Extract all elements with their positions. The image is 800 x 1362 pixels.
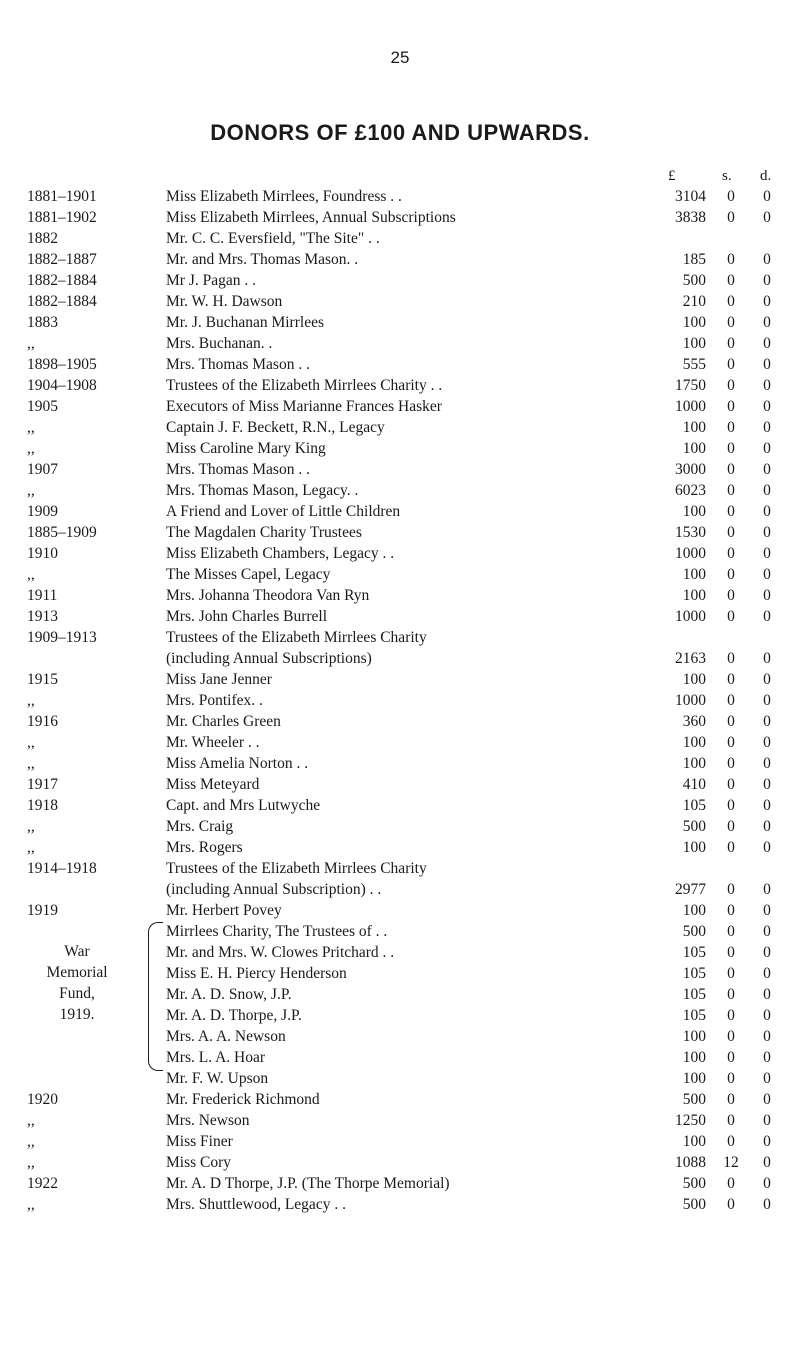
amount-pence: 0 bbox=[763, 503, 771, 520]
amount-pence: 0 bbox=[763, 377, 771, 394]
donor-row bbox=[0, 585, 800, 606]
donor-row bbox=[0, 291, 800, 312]
donor-row bbox=[0, 501, 800, 522]
memorial-brace bbox=[148, 922, 163, 1071]
donor-name: A Friend and Lover of Little Children bbox=[166, 503, 401, 520]
donation-date: 1916 bbox=[27, 713, 58, 730]
donor-row bbox=[0, 333, 800, 354]
amount-pounds: 105 bbox=[682, 986, 706, 1003]
amount-pence: 0 bbox=[763, 671, 771, 688]
donation-date: ,, bbox=[27, 839, 35, 856]
donation-date: 1911 bbox=[27, 587, 58, 604]
donor-row bbox=[0, 1068, 800, 1089]
donor-row bbox=[0, 1110, 800, 1131]
amount-pounds: 500 bbox=[682, 923, 706, 940]
donor-row bbox=[0, 858, 800, 879]
donor-name: Trustees of the Elizabeth Mirrlees Charity bbox=[166, 860, 427, 877]
donation-date: 1881–1902 bbox=[27, 209, 97, 226]
donor-row bbox=[0, 606, 800, 627]
donor-name: Miss Meteyard bbox=[166, 776, 260, 793]
amount-pounds: 100 bbox=[682, 566, 706, 583]
amount-shillings: 0 bbox=[727, 965, 735, 982]
donor-row bbox=[0, 837, 800, 858]
donor-name: The Magdalen Charity Trustees bbox=[166, 524, 362, 541]
amount-pounds: 100 bbox=[682, 440, 706, 457]
donation-date: ,, bbox=[27, 818, 35, 835]
memorial-label-line: War bbox=[64, 943, 90, 960]
donor-name: Mrs. Pontifex. . bbox=[166, 692, 263, 709]
donor-name: Captain J. F. Beckett, R.N., Legacy bbox=[166, 419, 385, 436]
amount-shillings: 0 bbox=[727, 671, 735, 688]
donor-row bbox=[0, 1194, 800, 1215]
donor-name: Mrs. Newson bbox=[166, 1112, 250, 1129]
amount-shillings: 0 bbox=[727, 734, 735, 751]
donation-date: 1918 bbox=[27, 797, 58, 814]
amount-shillings: 0 bbox=[727, 251, 735, 268]
amount-shillings: 0 bbox=[727, 986, 735, 1003]
donor-name: Mr. Charles Green bbox=[166, 713, 281, 730]
amount-shillings: 0 bbox=[727, 398, 735, 415]
donor-name: Mr. W. H. Dawson bbox=[166, 293, 283, 310]
donation-date: ,, bbox=[27, 734, 35, 751]
amount-pounds: 1000 bbox=[675, 608, 706, 625]
amount-shillings: 0 bbox=[727, 1070, 735, 1087]
donor-name: Mr. J. Buchanan Mirrlees bbox=[166, 314, 324, 331]
amount-pounds: 2977 bbox=[675, 881, 706, 898]
amount-pence: 0 bbox=[763, 986, 771, 1003]
page-title: DONORS OF £100 AND UPWARDS. bbox=[210, 120, 590, 145]
amount-pounds: 1250 bbox=[675, 1112, 706, 1129]
amount-shillings: 0 bbox=[727, 944, 735, 961]
donor-row bbox=[0, 690, 800, 711]
amount-pence: 0 bbox=[763, 293, 771, 310]
donor-row bbox=[0, 417, 800, 438]
donor-name: Miss Finer bbox=[166, 1133, 233, 1150]
amount-shillings: 0 bbox=[727, 650, 735, 667]
donor-name: Executors of Miss Marianne Frances Hasker bbox=[166, 398, 442, 415]
amount-pence: 0 bbox=[763, 1049, 771, 1066]
amount-pence: 0 bbox=[763, 335, 771, 352]
amount-shillings: 0 bbox=[727, 293, 735, 310]
amount-pounds: 100 bbox=[682, 1133, 706, 1150]
donation-date: 1910 bbox=[27, 545, 58, 562]
amount-pounds: 105 bbox=[682, 965, 706, 982]
amount-pounds: 100 bbox=[682, 902, 706, 919]
donor-row bbox=[0, 1089, 800, 1110]
amount-shillings: 0 bbox=[727, 377, 735, 394]
donor-name: Mr J. Pagan . . bbox=[166, 272, 256, 289]
donor-row bbox=[0, 732, 800, 753]
donor-name: Mrs. Thomas Mason . . bbox=[166, 356, 310, 373]
amount-pounds: 100 bbox=[682, 1028, 706, 1045]
amount-pounds: 555 bbox=[682, 356, 706, 373]
amount-pounds: 1530 bbox=[675, 524, 706, 541]
amount-pence: 0 bbox=[763, 839, 771, 856]
amount-pence: 0 bbox=[763, 608, 771, 625]
amount-shillings: 0 bbox=[727, 1196, 735, 1213]
donation-date: 1922 bbox=[27, 1175, 58, 1192]
donation-date: ,, bbox=[27, 1196, 35, 1213]
amount-shillings: 0 bbox=[727, 881, 735, 898]
amount-shillings: 0 bbox=[727, 713, 735, 730]
donation-date: ,, bbox=[27, 1112, 35, 1129]
donation-date: 1885–1909 bbox=[27, 524, 97, 541]
amount-pence: 0 bbox=[763, 776, 771, 793]
amount-shillings: 0 bbox=[727, 692, 735, 709]
amount-pence: 0 bbox=[763, 209, 771, 226]
donor-row bbox=[0, 228, 800, 249]
donor-row bbox=[0, 1047, 800, 1068]
amount-pence: 0 bbox=[763, 1070, 771, 1087]
memorial-label-line: 1919. bbox=[59, 1006, 95, 1023]
amount-pounds: 6023 bbox=[675, 482, 706, 499]
donation-date: ,, bbox=[27, 419, 35, 436]
amount-pounds: 500 bbox=[682, 1091, 706, 1108]
amount-shillings: 0 bbox=[727, 524, 735, 541]
donor-row bbox=[0, 1131, 800, 1152]
amount-shillings: 0 bbox=[727, 755, 735, 772]
amount-shillings: 0 bbox=[727, 335, 735, 352]
donation-date: 1898–1905 bbox=[27, 356, 97, 373]
donor-table bbox=[0, 186, 800, 1215]
donation-date: ,, bbox=[27, 335, 35, 352]
donor-name: Mrs. Craig bbox=[166, 818, 234, 835]
donor-name: Trustees of the Elizabeth Mirrlees Charity . . bbox=[166, 377, 443, 394]
donor-name: Miss E. H. Piercy Henderson bbox=[166, 965, 347, 982]
amount-pence: 0 bbox=[763, 944, 771, 961]
donor-row bbox=[0, 249, 800, 270]
amount-pence: 0 bbox=[763, 818, 771, 835]
amount-shillings: 0 bbox=[727, 1091, 735, 1108]
donation-date: 1909 bbox=[27, 503, 58, 520]
amount-shillings: 0 bbox=[727, 839, 735, 856]
donor-name: Mr. and Mrs. Thomas Mason. . bbox=[166, 251, 359, 268]
amount-pounds: 105 bbox=[682, 1007, 706, 1024]
donor-row bbox=[0, 879, 800, 900]
donor-row bbox=[0, 564, 800, 585]
amount-pence: 0 bbox=[763, 398, 771, 415]
amount-pounds: 100 bbox=[682, 839, 706, 856]
amount-shillings: 0 bbox=[727, 482, 735, 499]
amount-pence: 0 bbox=[763, 461, 771, 478]
donor-row bbox=[0, 816, 800, 837]
amount-pence: 0 bbox=[763, 650, 771, 667]
donation-date: ,, bbox=[27, 440, 35, 457]
donor-name: Mr. and Mrs. W. Clowes Pritchard . . bbox=[166, 944, 395, 961]
amount-shillings: 0 bbox=[727, 188, 735, 205]
donor-row bbox=[0, 921, 800, 942]
amount-shillings: 0 bbox=[727, 356, 735, 373]
amount-pence: 0 bbox=[763, 881, 771, 898]
amount-shillings: 0 bbox=[727, 797, 735, 814]
donor-name: Mr. A. D. Thorpe, J.P. bbox=[166, 1007, 302, 1024]
amount-shillings: 0 bbox=[727, 1133, 735, 1150]
amount-shillings: 0 bbox=[727, 419, 735, 436]
donor-row bbox=[0, 1173, 800, 1194]
donor-row bbox=[0, 522, 800, 543]
donor-row bbox=[0, 396, 800, 417]
amount-pence: 0 bbox=[763, 1133, 771, 1150]
donor-name: Mrs. Shuttlewood, Legacy . . bbox=[166, 1196, 346, 1213]
amount-shillings: 0 bbox=[727, 1028, 735, 1045]
shillings-header: s. bbox=[722, 168, 732, 184]
amount-pence: 0 bbox=[763, 482, 771, 499]
donor-row bbox=[0, 1026, 800, 1047]
amount-pounds: 410 bbox=[682, 776, 706, 793]
donation-date: ,, bbox=[27, 755, 35, 772]
donation-date: 1881–1901 bbox=[27, 188, 97, 205]
donor-row bbox=[0, 774, 800, 795]
donor-name: Mr. Wheeler . . bbox=[166, 734, 260, 751]
amount-pence: 0 bbox=[763, 1028, 771, 1045]
amount-pounds: 1088 bbox=[675, 1154, 706, 1171]
donor-name: Miss Elizabeth Chambers, Legacy . . bbox=[166, 545, 395, 562]
donor-name: Miss Elizabeth Mirrlees, Annual Subscriptions bbox=[166, 209, 456, 226]
amount-pounds: 100 bbox=[682, 335, 706, 352]
amount-pounds: 500 bbox=[682, 818, 706, 835]
amount-pence: 0 bbox=[763, 1175, 771, 1192]
donation-date: 1914–1918 bbox=[27, 860, 97, 877]
donor-row bbox=[0, 480, 800, 501]
donor-name: Mrs. Thomas Mason, Legacy. . bbox=[166, 482, 359, 499]
donation-date: 1909–1913 bbox=[27, 629, 97, 646]
donor-name: Mrs. Buchanan. . bbox=[166, 335, 273, 352]
donor-row bbox=[0, 312, 800, 333]
donation-date: 1905 bbox=[27, 398, 58, 415]
donor-name: Miss Amelia Norton . . bbox=[166, 755, 309, 772]
donation-date: 1904–1908 bbox=[27, 377, 97, 394]
donor-name: (including Annual Subscription) . . bbox=[166, 881, 382, 898]
amount-pence: 0 bbox=[763, 1112, 771, 1129]
donation-date: 1919 bbox=[27, 902, 58, 919]
amount-pounds: 1000 bbox=[675, 398, 706, 415]
donation-date: 1907 bbox=[27, 461, 58, 478]
donor-name: Miss Jane Jenner bbox=[166, 671, 272, 688]
donor-name: Mr. A. D. Snow, J.P. bbox=[166, 986, 292, 1003]
amount-pounds: 100 bbox=[682, 587, 706, 604]
amount-pence: 0 bbox=[763, 692, 771, 709]
amount-pounds: 100 bbox=[682, 734, 706, 751]
donor-row bbox=[0, 627, 800, 648]
amount-pounds: 3838 bbox=[675, 209, 706, 226]
donor-row bbox=[0, 753, 800, 774]
amount-shillings: 12 bbox=[723, 1154, 739, 1171]
amount-pence: 0 bbox=[763, 1196, 771, 1213]
amount-shillings: 0 bbox=[727, 566, 735, 583]
amount-pence: 0 bbox=[763, 272, 771, 289]
amount-pence: 0 bbox=[763, 188, 771, 205]
amount-shillings: 0 bbox=[727, 440, 735, 457]
donation-date: ,, bbox=[27, 482, 35, 499]
donation-date: 1915 bbox=[27, 671, 58, 688]
amount-pence: 0 bbox=[763, 923, 771, 940]
donor-row bbox=[0, 648, 800, 669]
amount-pence: 0 bbox=[763, 965, 771, 982]
amount-pounds: 2163 bbox=[675, 650, 706, 667]
donation-date: 1917 bbox=[27, 776, 58, 793]
donor-name: Mrs. Rogers bbox=[166, 839, 243, 856]
donor-name: Mrs. L. A. Hoar bbox=[166, 1049, 266, 1066]
amount-shillings: 0 bbox=[727, 461, 735, 478]
amount-shillings: 0 bbox=[727, 608, 735, 625]
amount-shillings: 0 bbox=[727, 545, 735, 562]
amount-pounds: 105 bbox=[682, 797, 706, 814]
donor-name: Mr. Herbert Povey bbox=[166, 902, 282, 919]
amount-pounds: 360 bbox=[682, 713, 706, 730]
amount-shillings: 0 bbox=[727, 1049, 735, 1066]
amount-shillings: 0 bbox=[727, 314, 735, 331]
amount-pence: 0 bbox=[763, 755, 771, 772]
donor-row bbox=[0, 669, 800, 690]
amount-pounds: 100 bbox=[682, 503, 706, 520]
donor-row bbox=[0, 270, 800, 291]
memorial-label-line: Fund, bbox=[59, 985, 95, 1002]
donor-row bbox=[0, 186, 800, 207]
donor-name: The Misses Capel, Legacy bbox=[166, 566, 331, 583]
donation-date: 1882–1884 bbox=[27, 293, 97, 310]
amount-pence: 0 bbox=[763, 1007, 771, 1024]
donor-row bbox=[0, 1152, 800, 1173]
donor-row bbox=[0, 711, 800, 732]
amount-pounds: 185 bbox=[682, 251, 706, 268]
donation-date: 1882–1887 bbox=[27, 251, 97, 268]
amount-pounds: 105 bbox=[682, 944, 706, 961]
pounds-header: £ bbox=[668, 168, 676, 184]
amount-shillings: 0 bbox=[727, 1175, 735, 1192]
amount-pounds: 1000 bbox=[675, 545, 706, 562]
amount-pounds: 100 bbox=[682, 755, 706, 772]
donor-row bbox=[0, 375, 800, 396]
amount-pence: 0 bbox=[763, 356, 771, 373]
donation-date: 1913 bbox=[27, 608, 58, 625]
donor-name: Mrs. Johanna Theodora Van Ryn bbox=[166, 587, 370, 604]
amount-pence: 0 bbox=[763, 314, 771, 331]
donor-name: Mr. A. D Thorpe, J.P. (The Thorpe Memorial) bbox=[166, 1175, 450, 1192]
donor-name: Miss Caroline Mary King bbox=[166, 440, 326, 457]
donation-date: 1882 bbox=[27, 230, 58, 247]
amount-pence: 0 bbox=[763, 566, 771, 583]
amount-shillings: 0 bbox=[727, 1112, 735, 1129]
donor-name: Mirrlees Charity, The Trustees of . . bbox=[166, 923, 388, 940]
donation-date: ,, bbox=[27, 1154, 35, 1171]
donor-name: Mrs. John Charles Burrell bbox=[166, 608, 328, 625]
amount-pounds: 1750 bbox=[675, 377, 706, 394]
donation-date: ,, bbox=[27, 566, 35, 583]
amount-shillings: 0 bbox=[727, 587, 735, 604]
amount-pounds: 100 bbox=[682, 1049, 706, 1066]
donor-row bbox=[0, 207, 800, 228]
amount-pounds: 210 bbox=[682, 293, 706, 310]
amount-shillings: 0 bbox=[727, 1007, 735, 1024]
donation-date: ,, bbox=[27, 692, 35, 709]
amount-pounds: 100 bbox=[682, 314, 706, 331]
amount-pence: 0 bbox=[763, 1091, 771, 1108]
amount-pounds: 3000 bbox=[675, 461, 706, 478]
amount-pounds: 100 bbox=[682, 671, 706, 688]
amount-pence: 0 bbox=[763, 1154, 771, 1171]
donor-row bbox=[0, 354, 800, 375]
amount-pounds: 500 bbox=[682, 1196, 706, 1213]
amount-shillings: 0 bbox=[727, 776, 735, 793]
donor-row bbox=[0, 900, 800, 921]
amount-pence: 0 bbox=[763, 797, 771, 814]
donation-date: 1882–1884 bbox=[27, 272, 97, 289]
amount-shillings: 0 bbox=[727, 818, 735, 835]
amount-pounds: 100 bbox=[682, 1070, 706, 1087]
amount-pence: 0 bbox=[763, 545, 771, 562]
donor-name: Mr. F. W. Upson bbox=[166, 1070, 269, 1087]
pence-header: d. bbox=[760, 168, 772, 184]
donation-date: 1883 bbox=[27, 314, 58, 331]
donation-date: ,, bbox=[27, 1133, 35, 1150]
amount-pounds: 100 bbox=[682, 419, 706, 436]
amount-pence: 0 bbox=[763, 734, 771, 751]
amount-pounds: 3104 bbox=[675, 188, 706, 205]
donor-name: Mr. Frederick Richmond bbox=[166, 1091, 320, 1108]
donation-date: 1920 bbox=[27, 1091, 58, 1108]
donor-name: Miss Elizabeth Mirrlees, Foundress . . bbox=[166, 188, 402, 205]
amount-shillings: 0 bbox=[727, 503, 735, 520]
donor-name: (including Annual Subscriptions) bbox=[166, 650, 372, 667]
amount-shillings: 0 bbox=[727, 902, 735, 919]
amount-pence: 0 bbox=[763, 524, 771, 541]
donor-name: Capt. and Mrs Lutwyche bbox=[166, 797, 321, 814]
donor-name: Mr. C. C. Eversfield, "The Site" . . bbox=[166, 230, 380, 247]
amount-pence: 0 bbox=[763, 251, 771, 268]
donor-row bbox=[0, 543, 800, 564]
donor-row bbox=[0, 438, 800, 459]
donor-name: Miss Cory bbox=[166, 1154, 232, 1171]
amount-pounds: 500 bbox=[682, 1175, 706, 1192]
amount-pence: 0 bbox=[763, 419, 771, 436]
amount-pounds: 500 bbox=[682, 272, 706, 289]
donor-name: Mrs. A. A. Newson bbox=[166, 1028, 286, 1045]
amount-shillings: 0 bbox=[727, 923, 735, 940]
donor-name: Trustees of the Elizabeth Mirrlees Charity bbox=[166, 629, 427, 646]
donor-row bbox=[0, 459, 800, 480]
amount-pence: 0 bbox=[763, 713, 771, 730]
amount-pence: 0 bbox=[763, 440, 771, 457]
amount-shillings: 0 bbox=[727, 209, 735, 226]
donor-name: Mrs. Thomas Mason . . bbox=[166, 461, 310, 478]
donor-row bbox=[0, 795, 800, 816]
amount-pence: 0 bbox=[763, 587, 771, 604]
memorial-label-line: Memorial bbox=[46, 964, 108, 981]
amount-pounds: 1000 bbox=[675, 692, 706, 709]
page-number: 25 bbox=[390, 48, 410, 67]
amount-pence: 0 bbox=[763, 902, 771, 919]
amount-shillings: 0 bbox=[727, 272, 735, 289]
